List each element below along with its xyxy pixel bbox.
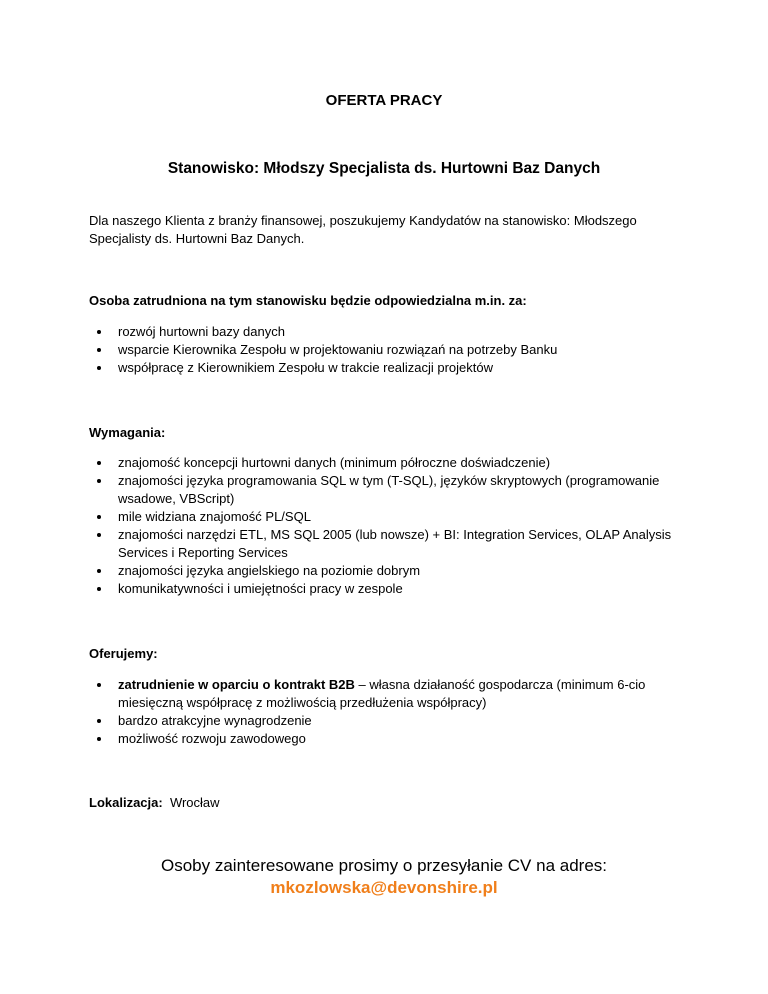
list-item: znajomości języka programowania SQL w tym (T-SQL), języków skryptowych (programowanie wsadowe, VBScript) — [89, 472, 689, 508]
contact-email-link[interactable]: mkozlowska@devonshire.pl — [270, 878, 498, 897]
bullet-icon — [97, 683, 101, 687]
bullet-icon — [97, 515, 101, 519]
bullet-icon — [97, 348, 101, 352]
bullet-icon — [97, 569, 101, 573]
responsibilities-list — [89, 323, 689, 377]
requirements-list — [89, 454, 689, 598]
bullet-icon — [97, 533, 101, 537]
contact-text: Osoby zainteresowane prosimy o przesyłanie CV na adres: — [161, 856, 607, 875]
list-item: wsparcie Kierownika Zespołu w projektowaniu rozwiązań na potrzeby Banku — [89, 341, 689, 359]
bullet-icon — [97, 719, 101, 723]
list-item: możliwość rozwoju zawodowego — [89, 730, 689, 748]
bullet-icon — [97, 479, 101, 483]
offer-contract-bold: zatrudnienie w oparciu o kontrakt B2B — [118, 677, 355, 692]
list-item: współpracę z Kierownikiem Zespołu w trakcie realizacji projektów — [89, 359, 689, 377]
list-item: znajomości narzędzi ETL, MS SQL 2005 (lub nowsze) + BI: Integration Services, OLAP Analysis Services i Reporting Services — [89, 526, 689, 562]
location-line — [89, 794, 220, 812]
document-title: OFERTA PRACY — [325, 92, 443, 109]
bullet-icon — [97, 366, 101, 370]
requirements-heading: Wymagania: — [89, 425, 166, 440]
position-title: Stanowisko: Młodszy Specjalista ds. Hurtowni Baz Danych — [167, 160, 601, 177]
responsibilities-heading: Osoba zatrudniona na tym stanowisku będzie odpowiedzialna m.in. za: — [89, 293, 527, 308]
bullet-icon — [97, 330, 101, 334]
offer-contract-detail: – własna działaność gospodarcza (minimum 6-cio miesięczną współpracę z możliwością przedłużenia współpracy) — [118, 677, 646, 710]
offer-list — [89, 676, 689, 748]
location-label: Lokalizacja: — [89, 795, 163, 810]
bullet-icon — [97, 737, 101, 741]
list-item: komunikatywności i umiejętności pracy w zespole — [89, 580, 689, 598]
offer-heading: Oferujemy: — [89, 646, 158, 661]
list-item: bardzo atrakcyjne wynagrodzenie — [89, 712, 689, 730]
bullet-icon — [97, 587, 101, 591]
list-item: znajomości języka angielskiego na poziomie dobrym — [89, 562, 689, 580]
intro-paragraph: Dla naszego Klienta z branży finansowej, poszukujemy Kandydatów na stanowisko: Młodszego Specjalisty ds. Hurtowni Baz Danych. — [89, 213, 637, 246]
list-item: rozwój hurtowni bazy danych — [89, 323, 689, 341]
list-item — [89, 676, 689, 712]
bullet-icon — [97, 461, 101, 465]
list-item: znajomość koncepcji hurtowni danych (minimum półroczne doświadczenie) — [89, 454, 689, 472]
contact-email-line — [0, 877, 768, 899]
list-item: mile widziana znajomość PL/SQL — [89, 508, 689, 526]
location-value: Wrocław — [169, 795, 220, 810]
